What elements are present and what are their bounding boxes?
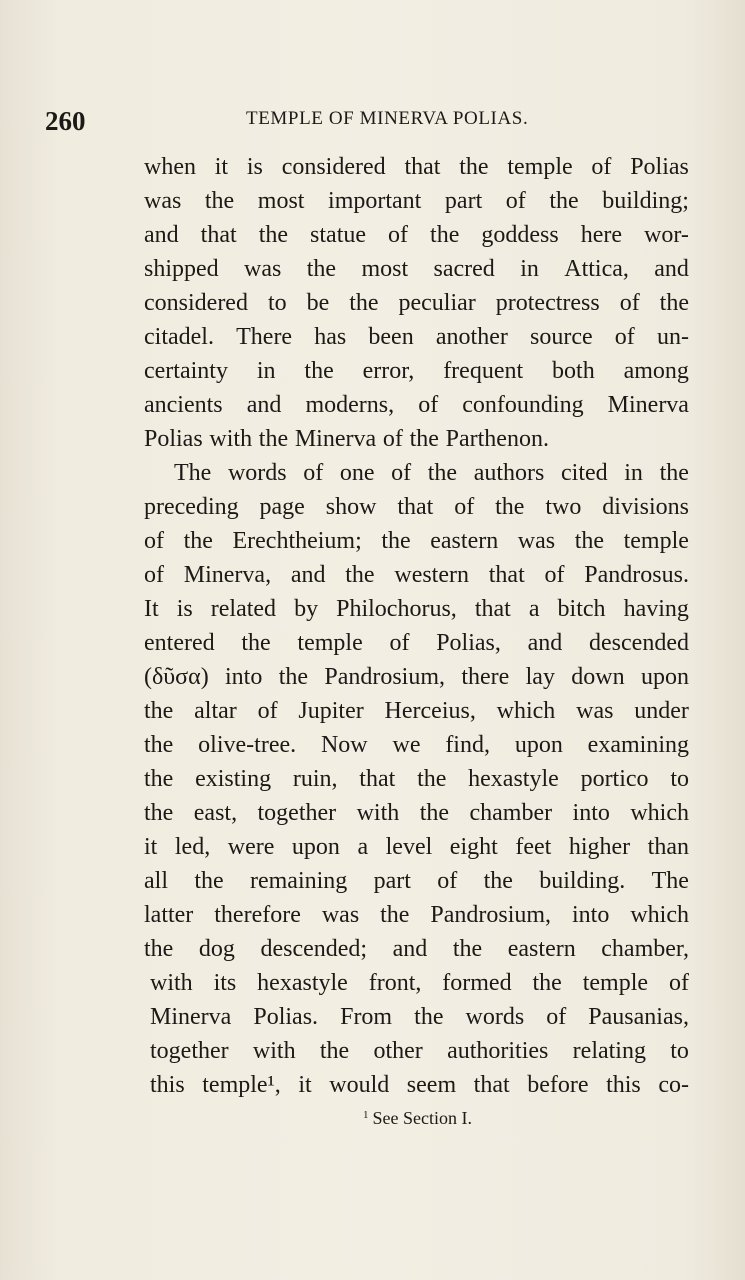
word: that xyxy=(474,596,511,622)
word: part xyxy=(444,188,483,214)
word: among xyxy=(623,358,689,384)
word: upon xyxy=(514,732,563,758)
word: latter xyxy=(144,902,194,928)
word: Pandrosium, xyxy=(430,902,552,928)
word: there xyxy=(461,664,510,690)
word: that xyxy=(359,766,396,792)
text-line xyxy=(144,830,689,864)
text-line xyxy=(144,354,689,388)
word: this xyxy=(150,1072,185,1098)
word: therefore xyxy=(214,902,301,928)
word: altar xyxy=(194,698,237,724)
word: the xyxy=(304,358,334,384)
text-line xyxy=(144,728,689,762)
word: frequent xyxy=(443,358,524,384)
word: of xyxy=(144,528,164,554)
word: of xyxy=(437,868,458,894)
word: that xyxy=(404,154,441,180)
word: in xyxy=(520,256,539,282)
word: to xyxy=(670,766,689,792)
word: the xyxy=(345,562,375,588)
word: of xyxy=(454,494,475,520)
body-text xyxy=(144,150,689,1102)
word: moderns, xyxy=(305,392,395,418)
word: into xyxy=(572,800,610,826)
word: feet xyxy=(515,834,552,860)
word: Polias xyxy=(144,426,203,452)
word: of xyxy=(668,970,689,996)
word: eight xyxy=(449,834,498,860)
word: divisions xyxy=(602,494,689,520)
word: the xyxy=(452,936,483,962)
word: building. xyxy=(539,868,626,894)
word: one xyxy=(339,460,375,486)
footnote-marker: 1 xyxy=(363,1109,369,1121)
word: of xyxy=(591,154,612,180)
word: which xyxy=(630,902,689,928)
word: ancients xyxy=(144,392,223,418)
word: existing xyxy=(195,766,272,792)
word: than xyxy=(647,834,689,860)
word: remaining xyxy=(249,868,348,894)
text-line xyxy=(144,286,689,320)
word: the xyxy=(144,766,174,792)
word: of xyxy=(391,460,412,486)
word: the xyxy=(258,426,289,452)
text-line xyxy=(144,864,689,898)
word: From xyxy=(340,1004,393,1030)
word: hexastyle xyxy=(468,766,559,792)
word: the xyxy=(349,290,379,316)
word: source xyxy=(530,324,593,350)
text-line xyxy=(144,1068,689,1102)
word: that xyxy=(397,494,434,520)
word: of xyxy=(614,324,635,350)
word: to xyxy=(670,1038,689,1064)
word: to xyxy=(267,290,287,316)
word: Now xyxy=(320,732,368,758)
word: when xyxy=(144,154,196,180)
text-line xyxy=(144,626,689,660)
word: higher xyxy=(568,834,631,860)
word: lay xyxy=(525,664,555,690)
word: relating xyxy=(572,1038,646,1064)
word: show xyxy=(325,494,377,520)
word: of xyxy=(382,426,403,452)
word: were xyxy=(227,834,275,860)
word: goddess xyxy=(481,222,559,248)
word: which xyxy=(630,800,689,826)
word: Minerva xyxy=(294,426,377,452)
word: of xyxy=(303,460,324,486)
word: with xyxy=(150,970,193,996)
word: examining xyxy=(587,732,689,758)
word: shipped xyxy=(144,256,219,282)
footnote-text: See Section I. xyxy=(372,1108,472,1128)
word: upon xyxy=(291,834,340,860)
word: is xyxy=(176,596,193,622)
word: descended; xyxy=(260,936,368,962)
word: Attica, xyxy=(564,256,629,282)
word: dog xyxy=(198,936,235,962)
word: Pandrosium, xyxy=(324,664,446,690)
word: in xyxy=(256,358,276,384)
word: part xyxy=(373,868,411,894)
word: the xyxy=(417,766,447,792)
word: There xyxy=(236,324,293,350)
word: the xyxy=(495,494,525,520)
word: Minerva xyxy=(150,1004,232,1030)
word: which xyxy=(496,698,556,724)
word: was xyxy=(244,256,282,282)
word: Polias. xyxy=(253,1004,319,1030)
word: the xyxy=(409,426,439,452)
word: the xyxy=(144,800,174,826)
word: entered xyxy=(144,630,215,656)
text-line xyxy=(144,592,689,626)
word: the xyxy=(258,222,289,248)
word: Minerva xyxy=(607,392,689,418)
word: un- xyxy=(656,324,689,350)
word: level xyxy=(385,834,433,860)
word: page xyxy=(259,494,305,520)
word: considered xyxy=(144,290,248,316)
word: of xyxy=(388,222,409,248)
word: the xyxy=(659,290,689,316)
word: important xyxy=(328,188,422,214)
footnote xyxy=(363,1102,472,1131)
word: into xyxy=(225,664,263,690)
word: the xyxy=(278,664,309,690)
word: co- xyxy=(658,1072,689,1098)
word: find, xyxy=(445,732,490,758)
word: under xyxy=(634,698,689,724)
word: of xyxy=(546,1004,567,1030)
word: all xyxy=(144,868,168,894)
word: chamber, xyxy=(601,936,689,962)
word: been xyxy=(368,324,414,350)
word: ruin, xyxy=(292,766,338,792)
word: It xyxy=(144,596,159,622)
text-line xyxy=(144,1034,689,1068)
text-line xyxy=(144,558,689,592)
word: front, xyxy=(368,970,422,996)
word: the xyxy=(306,256,337,282)
word: the xyxy=(194,868,224,894)
text-line xyxy=(144,490,689,524)
word: chamber xyxy=(469,800,553,826)
word: was xyxy=(321,902,360,928)
word: considered xyxy=(281,154,386,180)
word: Pausanias, xyxy=(588,1004,689,1030)
word: with xyxy=(356,800,400,826)
word: of xyxy=(418,392,439,418)
word: most xyxy=(257,188,305,214)
word: related xyxy=(210,596,277,622)
word: words xyxy=(465,1004,525,1030)
word: wor- xyxy=(644,222,689,248)
text-line xyxy=(144,388,689,422)
word: words xyxy=(227,460,287,486)
word: temple xyxy=(623,528,689,554)
word: of xyxy=(505,188,526,214)
word: Polias xyxy=(630,154,689,180)
word: the xyxy=(144,698,174,724)
word: it xyxy=(144,834,158,860)
word: of xyxy=(619,290,640,316)
word: the xyxy=(659,460,689,486)
word: it xyxy=(214,154,229,180)
word: was xyxy=(517,528,556,554)
word: seem xyxy=(406,1072,457,1098)
word: authorities xyxy=(447,1038,549,1064)
word: temple xyxy=(507,154,573,180)
running-head: TEMPLE OF MINERVA POLIAS. xyxy=(246,108,529,129)
text-line xyxy=(144,252,689,286)
word: the xyxy=(414,1004,444,1030)
word: Parthenon. xyxy=(445,426,549,452)
word: into xyxy=(572,902,610,928)
text-line xyxy=(144,184,689,218)
word: preceding xyxy=(144,494,239,520)
text-line xyxy=(144,320,689,354)
word: the xyxy=(204,188,235,214)
word: this xyxy=(606,1072,641,1098)
word: east, xyxy=(193,800,238,826)
word: Herceius, xyxy=(384,698,476,724)
word: building; xyxy=(602,188,689,214)
word: the xyxy=(427,460,458,486)
word: cited xyxy=(561,460,608,486)
word: (δῦσα) xyxy=(144,664,209,690)
text-line xyxy=(144,762,689,796)
word: temple xyxy=(297,630,363,656)
word: that xyxy=(200,222,237,248)
word: before xyxy=(527,1072,589,1098)
word: led, xyxy=(174,834,211,860)
word: Philochorus, xyxy=(336,596,457,622)
word: the xyxy=(380,902,410,928)
text-line xyxy=(144,660,689,694)
word: eastern xyxy=(507,936,576,962)
word: the xyxy=(483,868,513,894)
word: of xyxy=(144,562,164,588)
word: peculiar xyxy=(398,290,476,316)
text-line xyxy=(144,218,689,252)
word: Erechtheium; xyxy=(232,528,362,554)
word: olive-tree. xyxy=(198,732,297,758)
word: Minerva, xyxy=(183,562,272,588)
word: the xyxy=(419,800,450,826)
word: Pandrosus. xyxy=(584,562,689,588)
word: both xyxy=(552,358,595,384)
word: sacred xyxy=(433,256,495,282)
word: it xyxy=(298,1072,312,1098)
text-line xyxy=(144,694,689,728)
word: was xyxy=(576,698,614,724)
word: other xyxy=(373,1038,423,1064)
word: and xyxy=(144,222,179,248)
word: portico xyxy=(580,766,649,792)
text-line xyxy=(144,524,689,558)
word: the xyxy=(144,732,174,758)
word: its xyxy=(213,970,237,996)
word: has xyxy=(314,324,347,350)
word: eastern xyxy=(430,528,499,554)
word: with xyxy=(252,1038,296,1064)
word: western xyxy=(394,562,469,588)
word: the xyxy=(459,154,489,180)
word: hexastyle xyxy=(257,970,348,996)
word: the xyxy=(381,528,411,554)
word: the xyxy=(532,970,562,996)
text-line xyxy=(144,422,689,456)
word: The xyxy=(174,460,212,486)
word: and xyxy=(246,392,282,418)
word: and xyxy=(392,936,428,962)
word: was xyxy=(144,188,182,214)
word: and xyxy=(290,562,326,588)
text-line xyxy=(144,966,689,1000)
word: is xyxy=(246,154,263,180)
word: citadel. xyxy=(144,324,214,350)
word: that xyxy=(473,1072,510,1098)
word: would xyxy=(329,1072,390,1098)
word: The xyxy=(651,868,689,894)
word: with xyxy=(209,426,253,452)
word: a xyxy=(528,596,540,622)
word: protectress xyxy=(495,290,600,316)
text-line xyxy=(144,932,689,966)
word: the xyxy=(574,528,605,554)
word: and xyxy=(654,256,689,282)
word: together xyxy=(257,800,337,826)
word: the xyxy=(241,630,271,656)
word: having xyxy=(623,596,689,622)
word: of xyxy=(389,630,410,656)
word: the xyxy=(183,528,213,554)
word: most xyxy=(361,256,409,282)
word: together xyxy=(150,1038,229,1064)
word: that xyxy=(488,562,525,588)
text-line xyxy=(144,456,689,490)
word: formed xyxy=(442,970,512,996)
word: certainty xyxy=(144,358,228,384)
text-line xyxy=(144,796,689,830)
word: Jupiter xyxy=(298,698,364,724)
page-number: 260 xyxy=(45,106,86,136)
word: temple xyxy=(582,970,649,996)
word: the xyxy=(430,222,460,248)
word: descended xyxy=(589,630,689,656)
word: another xyxy=(435,324,508,350)
word: and xyxy=(527,630,563,656)
word: by xyxy=(294,596,319,622)
word: upon xyxy=(640,664,689,690)
text-line xyxy=(144,898,689,932)
word: statue xyxy=(310,222,367,248)
text-line xyxy=(144,150,689,184)
word: Polias, xyxy=(436,630,501,656)
word: the xyxy=(549,188,579,214)
word: the xyxy=(319,1038,350,1064)
word: of xyxy=(544,562,565,588)
word: here xyxy=(580,222,623,248)
word: confounding xyxy=(462,392,584,418)
word: temple¹, xyxy=(202,1072,281,1098)
word: of xyxy=(257,698,278,724)
word: down xyxy=(571,664,625,690)
word: a xyxy=(357,834,369,860)
word: authors xyxy=(473,460,545,486)
word: error, xyxy=(362,358,415,384)
word: the xyxy=(144,936,174,962)
text-line xyxy=(144,1000,689,1034)
word: we xyxy=(392,732,421,758)
word: bitch xyxy=(557,596,606,622)
word: two xyxy=(545,494,582,520)
word: in xyxy=(624,460,643,486)
word: be xyxy=(306,290,330,316)
